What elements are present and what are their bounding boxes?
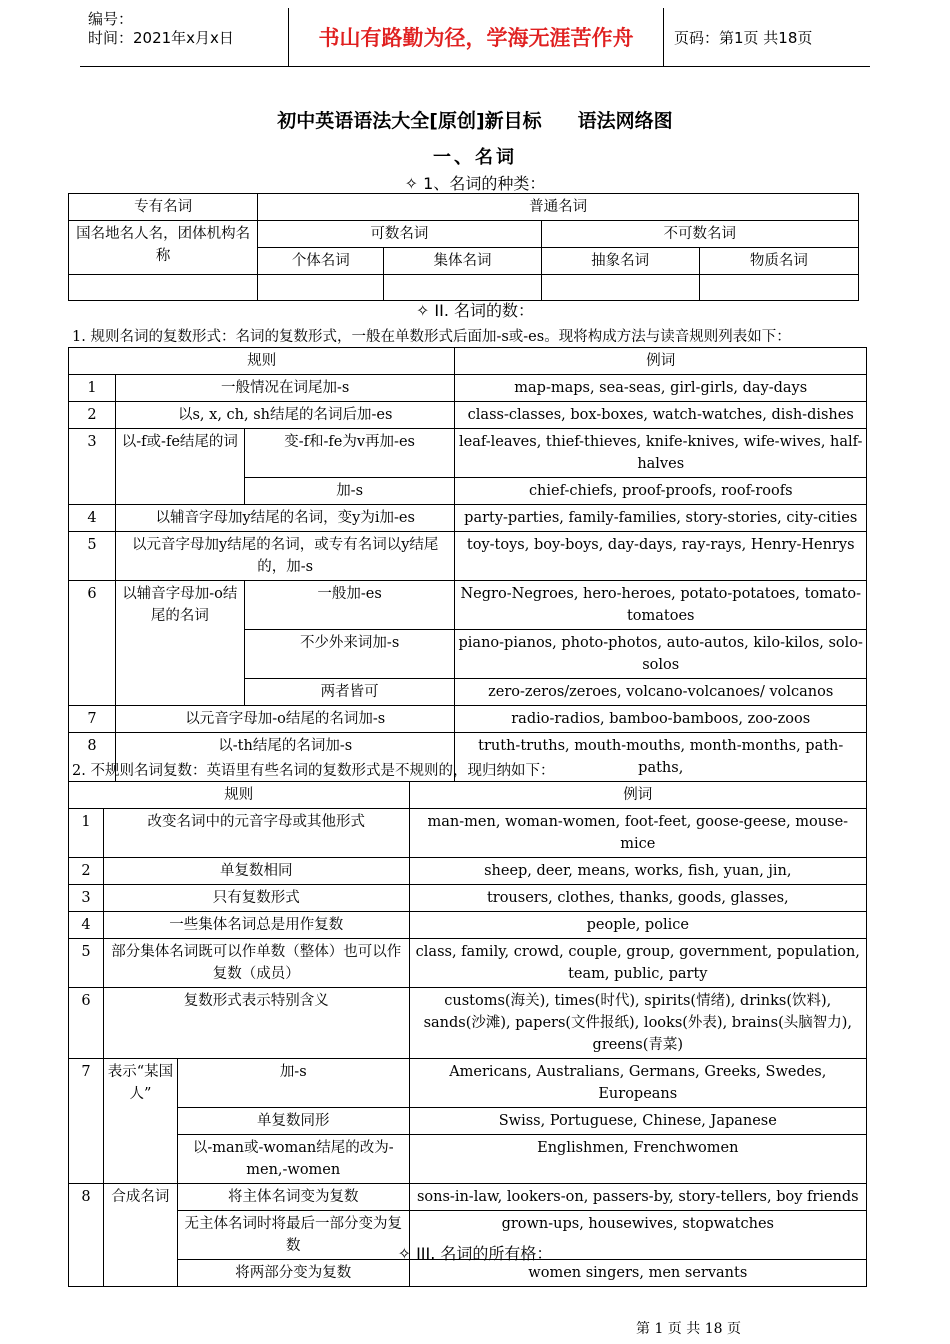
example-cell: radio-radios, bamboo-bamboos, zoo-zoos — [455, 706, 867, 733]
example-cell: women singers, men servants — [409, 1260, 866, 1287]
rule-cell: 复数形式表示特别含义 — [103, 988, 409, 1059]
example-cell: leaf-leaves, thief-thieves, knife-knives, wife-wives, half-halves — [455, 429, 867, 478]
row-number: 7 — [69, 1059, 104, 1184]
example-cell: sheep, deer, means, works, fish, yuan, jin, — [409, 858, 866, 885]
cell-countable: 可数名词 — [258, 221, 541, 248]
table-row — [69, 429, 867, 478]
row-number: 8 — [69, 1184, 104, 1287]
cell-individual: 个体名词 — [258, 248, 384, 275]
row-number: 5 — [69, 532, 116, 581]
example-cell: map-maps, sea-seas, girl-girls, day-days — [455, 375, 867, 402]
subheading-number: ✧ II. 名词的数： — [415, 301, 535, 320]
rule-cell: 不少外来词加-s — [244, 630, 455, 679]
row-number: 3 — [69, 885, 104, 912]
empty-cell — [69, 275, 258, 301]
cell-uncountable: 不可数名词 — [541, 221, 858, 248]
example-cell: grown-ups, housewives, stopwatches — [409, 1211, 866, 1260]
rule-cell: 两者皆可 — [244, 679, 455, 706]
row-number: 7 — [69, 706, 116, 733]
empty-cell — [699, 275, 858, 301]
row-number: 3 — [69, 429, 116, 505]
example-cell: zero-zeros/zeroes, volcano-volcanoes/ volcanos — [455, 679, 867, 706]
rule-cell: 将主体名词变为复数 — [177, 1184, 409, 1211]
table-row — [69, 706, 867, 733]
page-header — [80, 8, 870, 67]
noun-kinds-table — [68, 193, 859, 301]
table-row — [69, 809, 867, 858]
irregular-plural-table — [68, 781, 867, 1287]
table-row — [69, 1059, 867, 1108]
example-cell: Swiss, Portuguese, Chinese, Japanese — [409, 1108, 866, 1135]
group-cell: 以辅音字母加-o结尾的名词 — [115, 581, 244, 706]
example-cell: people, police — [409, 912, 866, 939]
rule-cell: 以-man或-woman结尾的改为-men,-women — [177, 1135, 409, 1184]
rule-cell: 以-th结尾的名词加-s — [115, 733, 455, 782]
cell-collective: 集体名词 — [384, 248, 541, 275]
rule-cell: 以辅音字母加y结尾的名词，变y为i加-es — [115, 505, 455, 532]
rule-cell: 改变名词中的元音字母或其他形式 — [103, 809, 409, 858]
row-number: 6 — [69, 988, 104, 1059]
header-example: 例词 — [409, 782, 866, 809]
row-number: 4 — [69, 505, 116, 532]
group-cell: 合成名词 — [103, 1184, 177, 1287]
example-cell: Englishmen, Frenchwomen — [409, 1135, 866, 1184]
header-rule: 规则 — [69, 782, 410, 809]
table-row — [69, 1135, 867, 1184]
rule-cell: 无主体名词时将最后一部分变为复数 — [177, 1211, 409, 1260]
table-row — [69, 1184, 867, 1211]
example-cell: sons-in-law, lookers-on, passers-by, story-tellers, boy friends — [409, 1184, 866, 1211]
rule-cell: 单复数同形 — [177, 1108, 409, 1135]
example-cell: trousers, clothes, thanks, goods, glasses, — [409, 885, 866, 912]
example-cell: truth-truths, mouth-mouths, month-months, path-paths, — [455, 733, 867, 782]
rule-cell: 一般情况在词尾加-s — [115, 375, 455, 402]
header-example: 例词 — [455, 348, 867, 375]
row-number: 1 — [69, 809, 104, 858]
page-code: 页码：第1页 共18页 — [674, 28, 813, 47]
table-row — [69, 581, 867, 630]
table-row — [69, 885, 867, 912]
rule-cell: 加-s — [244, 478, 455, 505]
empty-cell — [258, 275, 384, 301]
row-number: 2 — [69, 858, 104, 885]
table-row — [69, 532, 867, 581]
regular-plural-table — [68, 347, 867, 782]
rule-cell: 部分集体名词既可以作单数（整体）也可以作复数（成员） — [103, 939, 409, 988]
row-number: 6 — [69, 581, 116, 706]
rule-cell: 单复数相同 — [103, 858, 409, 885]
table-row — [69, 505, 867, 532]
empty-cell — [541, 275, 699, 301]
table-row — [69, 912, 867, 939]
regular-intro: 1. 规则名词的复数形式：名词的复数形式，一般在单数形式后面加-s或-es。现将构成方法与读音规则列表如下： — [72, 329, 791, 345]
table-row — [69, 988, 867, 1059]
row-number: 2 — [69, 402, 116, 429]
example-cell: party-parties, family-families, story-stories, city-cities — [455, 505, 867, 532]
rule-cell: 一般加-es — [244, 581, 455, 630]
example-cell: class-classes, box-boxes, watch-watches, dish-dishes — [455, 402, 867, 429]
cell-material: 物质名词 — [699, 248, 858, 275]
document-title — [0, 106, 950, 133]
subheading-possessive: ✧ III. 名词的所有格： — [397, 1244, 553, 1263]
cell-abstract: 抽象名词 — [541, 248, 699, 275]
example-cell: customs(海关), times(时代), spirits(情绪), drinks(饮料), sands(沙滩), papers(文件报纸), looks(外表), brains(头脑智力), greens(青菜) — [409, 988, 866, 1059]
example-cell: Negro-Negroes, hero-heroes, potato-potatoes, tomato-tomatoes — [455, 581, 867, 630]
example-cell: class, family, crowd, couple, group, government, population, team, public, party — [409, 939, 866, 988]
motto: 书山有路勤为径，学海无涯苦作舟 — [289, 8, 664, 66]
rule-cell: 变-f和-fe为v再加-es — [244, 429, 455, 478]
title-sub: 语法网络图 — [577, 110, 673, 132]
group-cell: 表示“某国人” — [103, 1059, 177, 1184]
example-cell: piano-pianos, photo-photos, auto-autos, kilo-kilos, solo-solos — [455, 630, 867, 679]
id-label: 编号： — [88, 10, 134, 28]
table-row — [69, 939, 867, 988]
header-rule: 规则 — [69, 348, 455, 375]
rule-cell: 将两部分变为复数 — [177, 1260, 409, 1287]
example-cell: man-men, woman-women, foot-feet, goose-geese, mouse-mice — [409, 809, 866, 858]
irregular-intro: 2. 不规则名词复数：英语里有些名词的复数形式是不规则的，现归纳如下： — [72, 763, 555, 779]
empty-cell — [384, 275, 541, 301]
example-cell: Americans, Australians, Germans, Greeks, Swedes, Europeans — [409, 1059, 866, 1108]
table-row — [69, 375, 867, 402]
table-row — [69, 1108, 867, 1135]
rule-cell: 以元音字母加-o结尾的名词加-s — [115, 706, 455, 733]
row-number: 5 — [69, 939, 104, 988]
section-heading-noun: 一、名词 — [433, 147, 517, 168]
rule-cell: 加-s — [177, 1059, 409, 1108]
row-number: 1 — [69, 375, 116, 402]
header-meta — [80, 8, 289, 66]
cell-proper-desc: 国名地名人名，团体机构名称 — [69, 221, 258, 275]
table-row — [69, 402, 867, 429]
example-cell: toy-toys, boy-boys, day-days, ray-rays, Henry-Henrys — [455, 532, 867, 581]
rule-cell: 以s, x, ch, sh结尾的名词后加-es — [115, 402, 455, 429]
row-number: 4 — [69, 912, 104, 939]
group-cell: 以-f或-fe结尾的词 — [115, 429, 244, 505]
rule-cell: 一些集体名词总是用作复数 — [103, 912, 409, 939]
example-cell: chief-chiefs, proof-proofs, roof-roofs — [455, 478, 867, 505]
rule-cell: 只有复数形式 — [103, 885, 409, 912]
rule-cell: 以元音字母加y结尾的名词，或专有名词以y结尾的，加-s — [115, 532, 455, 581]
row-number: 8 — [69, 733, 116, 782]
title-main: 初中英语语法大全[原创]新目标 — [277, 110, 542, 132]
table-row — [69, 858, 867, 885]
page-footer: 第 1 页 共 18 页 — [636, 1321, 741, 1337]
cell-proper: 专有名词 — [69, 194, 258, 221]
subheading-kinds: ✧ 1、名词的种类： — [404, 174, 546, 193]
cell-common: 普通名词 — [258, 194, 859, 221]
time-label: 时间：2021年x月x日 — [88, 29, 234, 47]
